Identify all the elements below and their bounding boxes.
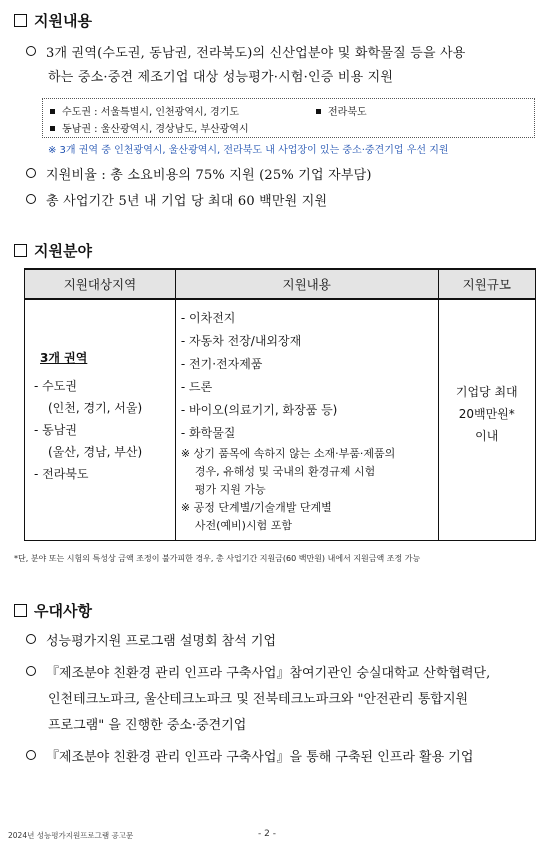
circle-bullet-icon bbox=[26, 634, 36, 644]
content-note: 경우, 유해성 및 국내의 환경규제 시험 bbox=[194, 465, 376, 478]
circle-bullet-icon bbox=[26, 750, 36, 760]
region-line: - 수도권 bbox=[34, 379, 77, 393]
preference-line-3: 『제조분야 친환경 관리 인프라 구축사업』을 통해 구축된 인프라 활용 기업 bbox=[26, 746, 473, 765]
circle-bullet-icon bbox=[26, 46, 36, 56]
circle-bullet-icon bbox=[26, 194, 36, 204]
section-title-support-field: 지원분야 bbox=[14, 240, 92, 261]
region-line: (인천, 경기, 서울) bbox=[48, 401, 143, 415]
table-header-content: 지원내용 bbox=[175, 269, 438, 299]
checkbox-square-icon bbox=[14, 14, 27, 27]
region-line: - 전라북도 bbox=[34, 467, 89, 481]
square-bullet-icon bbox=[316, 109, 321, 114]
scale-line: 이내 bbox=[475, 429, 499, 443]
region-line: - 동남권 bbox=[34, 423, 77, 437]
support-line-2: 지원비율 : 총 소요비용의 75% 지원 (25% 기업 자부담) bbox=[26, 164, 372, 183]
region-heading: 3개 권역 bbox=[40, 351, 88, 365]
content-item: - 이차전지 bbox=[180, 311, 236, 325]
footer-doc-title: 2024년 성능평가지원프로그램 공고문 bbox=[8, 831, 134, 840]
content-note: ※ 공정 단계별/기술개발 단계별 bbox=[180, 501, 332, 514]
content-item: - 바이오(의료기기, 화장품 등) bbox=[180, 403, 338, 417]
region-line: (울산, 경남, 부산) bbox=[48, 445, 143, 459]
content-item: - 자동차 전장/내외장재 bbox=[180, 334, 302, 348]
square-bullet-icon bbox=[50, 126, 55, 131]
scale-line: 20백만원* bbox=[458, 407, 515, 421]
content-item: - 전기·전자제품 bbox=[180, 357, 263, 371]
square-bullet-icon bbox=[50, 109, 55, 114]
section-title-support-content: 지원내용 bbox=[14, 10, 92, 31]
support-line-1-cont: 하는 중소·중견 제조기업 대상 성능평가·시험·인증 비용 지원 bbox=[48, 70, 394, 85]
circle-bullet-icon bbox=[26, 666, 36, 676]
checkbox-square-icon bbox=[14, 244, 27, 257]
page-number: - 2 - bbox=[258, 829, 276, 839]
table-cell-region bbox=[25, 299, 176, 541]
table-footnote: *단, 분야 또는 시험의 특성상 금액 조정이 불가피한 경우, 총 사업기간 지원금(60 백만원) 내에서 지원금액 조정 가능 bbox=[14, 554, 421, 563]
table-header-scale: 지원규모 bbox=[438, 269, 536, 299]
content-note: 사전(예비)시험 포함 bbox=[194, 519, 292, 532]
table-cell-scale bbox=[438, 299, 536, 541]
content-note: ※ 상기 품목에 속하지 않는 소재·부품·제품의 bbox=[180, 447, 396, 460]
region-item-jeonbuk: 전라북도 bbox=[316, 103, 367, 118]
support-line-1: 3개 권역(수도권, 동남권, 전라북도)의 신산업분야 및 화학물질 등을 사용 bbox=[26, 42, 466, 61]
table-header-region: 지원대상지역 bbox=[25, 269, 176, 299]
priority-note: ※ 3개 권역 중 인천광역시, 울산광역시, 전라북도 내 사업장이 있는 중소·중견기업 우선 지원 bbox=[48, 145, 449, 156]
content-note: 평가 지원 가능 bbox=[194, 483, 266, 496]
region-item-capital: 수도권 : 서울특별시, 인천광역시, 경기도 bbox=[50, 103, 239, 118]
content-item: - 드론 bbox=[180, 380, 213, 394]
checkbox-square-icon bbox=[14, 604, 27, 617]
preference-line-2: 『제조분야 친환경 관리 인프라 구축사업』참여기관인 숭실대학교 산학협력단, bbox=[26, 662, 490, 681]
preference-line-2-cont: 인천테크노파크, 울산테크노파크 및 전북테크노파크와 "안전관리 통합지원 bbox=[48, 692, 469, 707]
content-item: - 화학물질 bbox=[180, 426, 236, 440]
preference-line-1: 성능평가지원 프로그램 설명회 참석 기업 bbox=[26, 630, 276, 649]
table-cell-content bbox=[175, 299, 438, 541]
section-title-preference: 우대사항 bbox=[14, 600, 92, 621]
preference-line-2-cont2: 프로그램" 을 진행한 중소·중견기업 bbox=[48, 718, 247, 733]
scale-line: 기업당 최대 bbox=[455, 385, 518, 399]
support-line-3: 총 사업기간 5년 내 기업 당 최대 60 백만원 지원 bbox=[26, 190, 327, 209]
support-field-table bbox=[24, 268, 536, 541]
circle-bullet-icon bbox=[26, 168, 36, 178]
region-item-southeast: 동남권 : 울산광역시, 경상남도, 부산광역시 bbox=[50, 120, 249, 135]
